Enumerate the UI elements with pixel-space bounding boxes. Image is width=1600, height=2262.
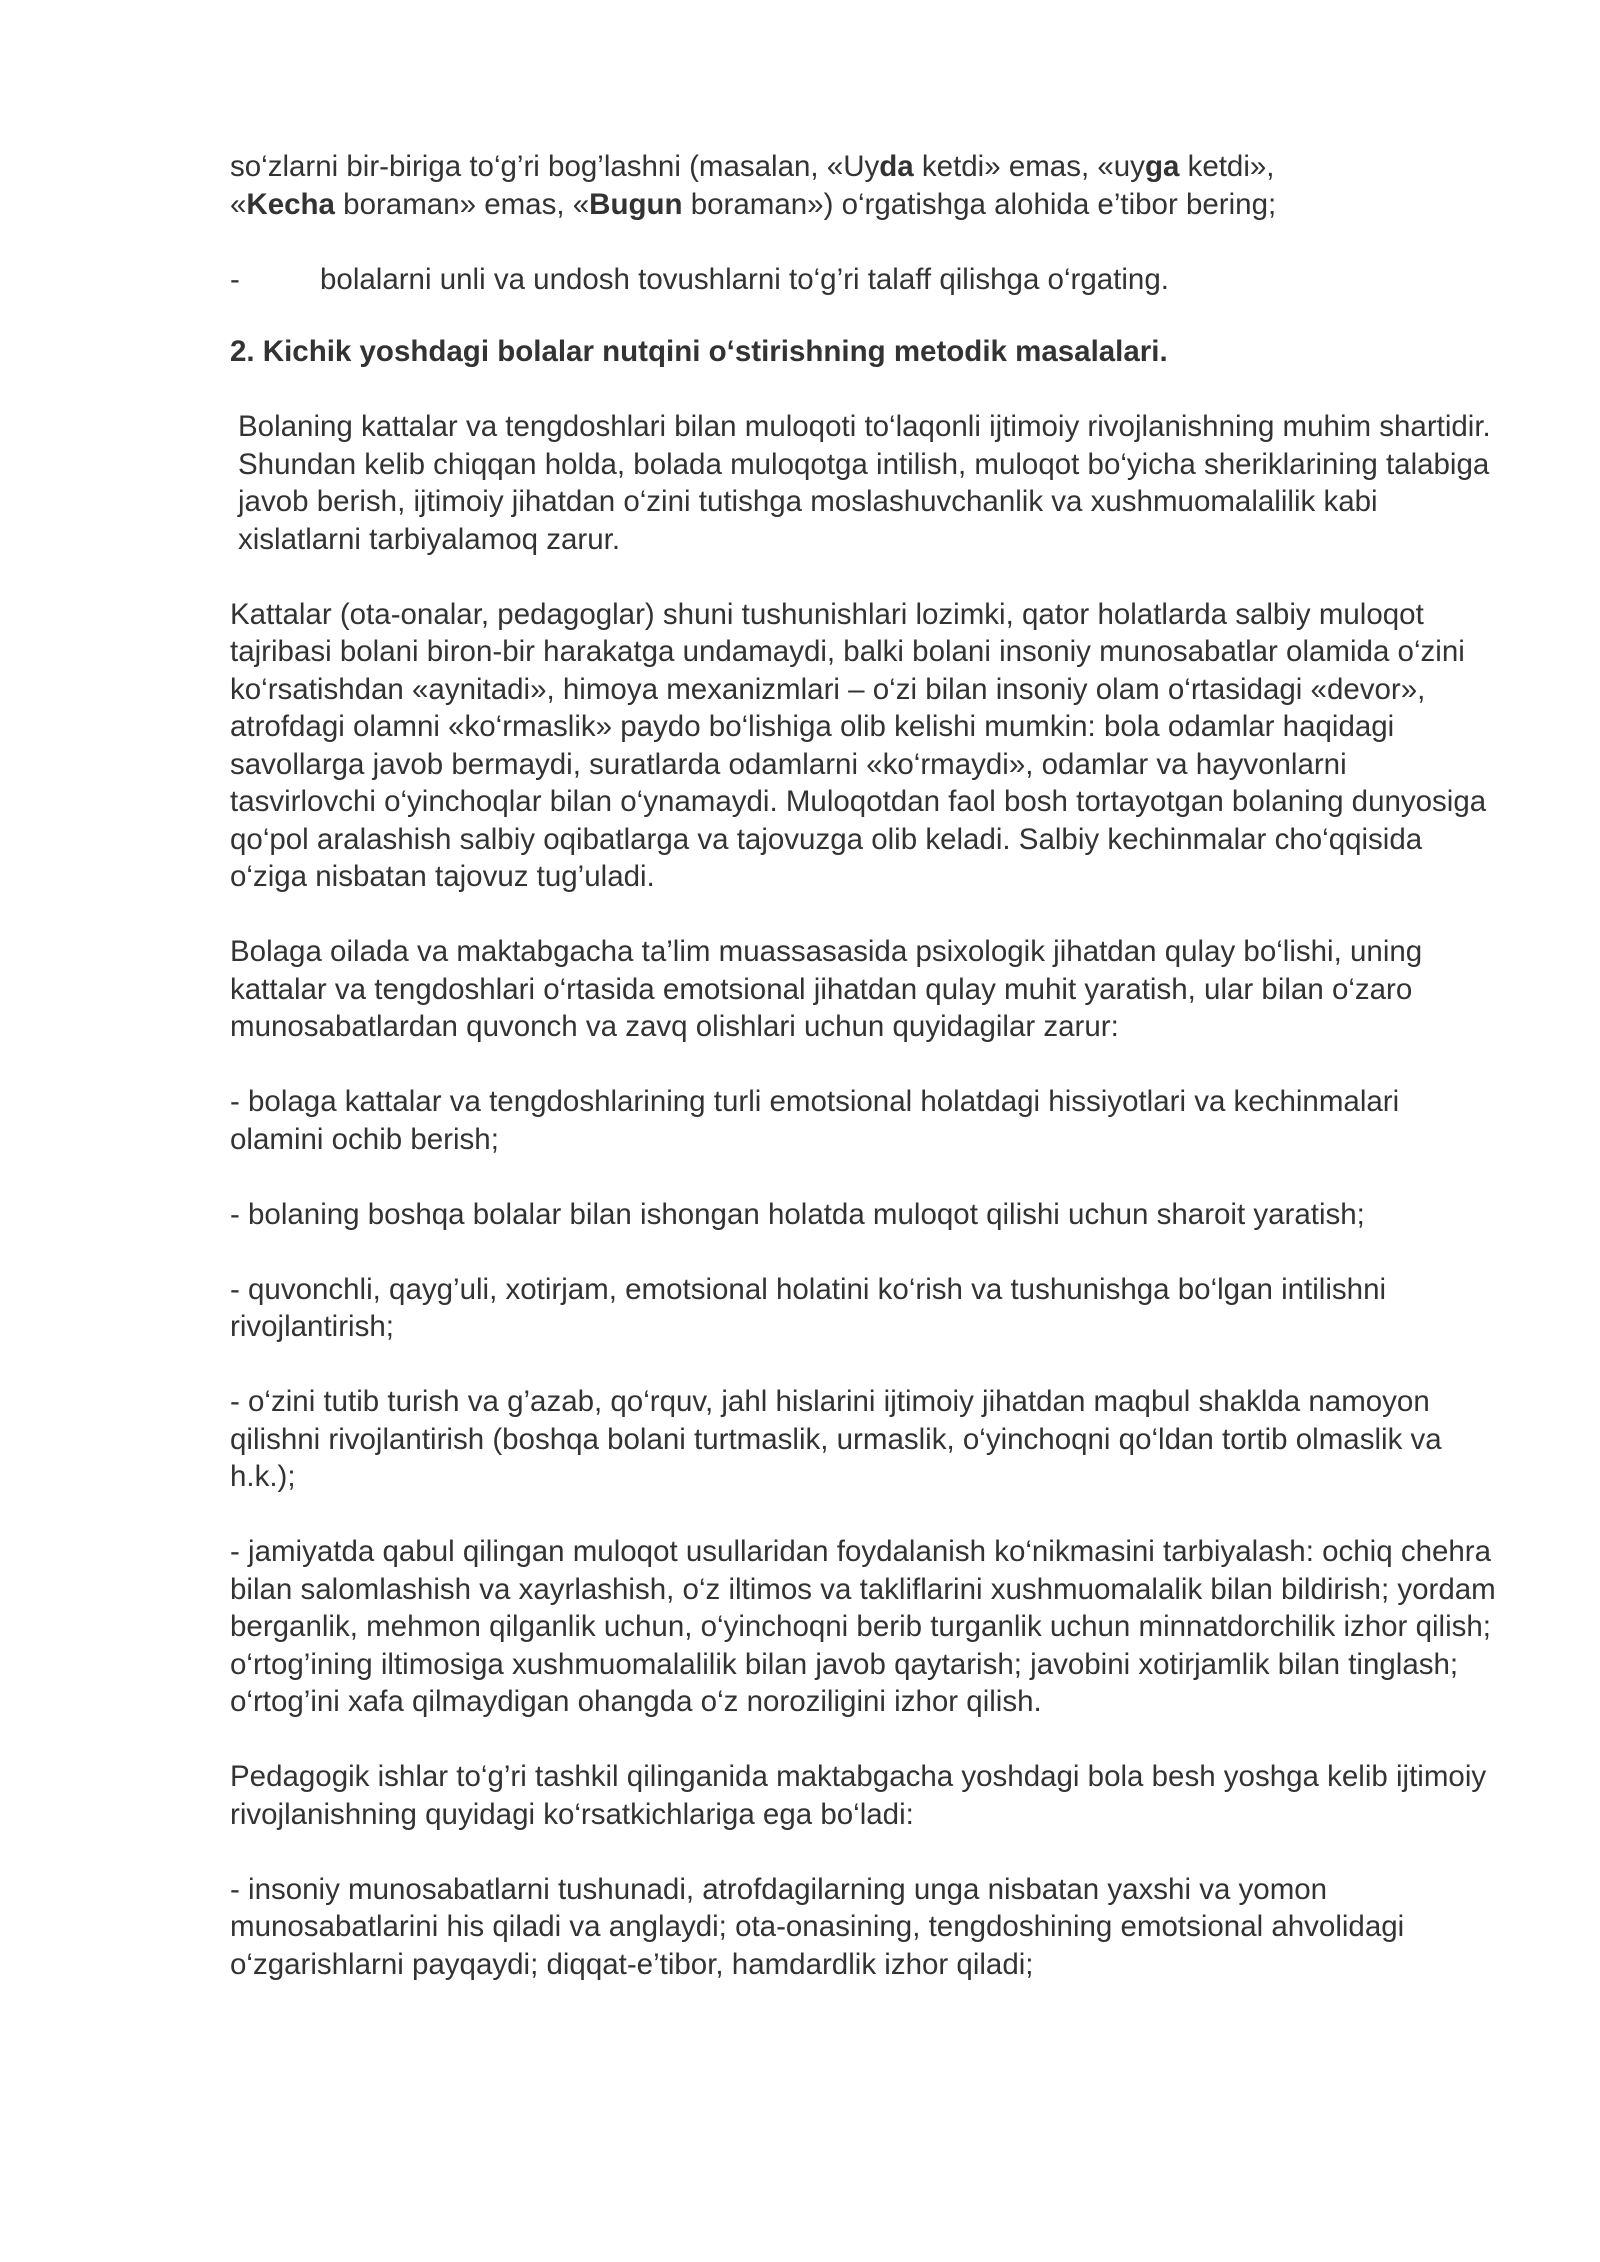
text-run: boraman» emas, « [334,187,590,221]
bullet-dash: - [230,262,240,296]
list-item: - insoniy munosabatlarni tushunadi, atrofdagilarning unga nisbatan yaxshi va yomon munosabatlarini his qiladi va anglaydi; ota-onasining, tengdoshining emotsional ahvolidagi o‘zgarishlarni payqaydi; diqqat-e’tibor, hamdardlik izhor qiladi; [230,1872,1405,1981]
text-run: ketdi», [1179,150,1275,183]
list-item: - quvonchli, qayg’uli, xotirjam, emotsional holatini ko‘rish va tushunishga bo‘lgan intilishni rivojlantirish; [230,1272,1387,1343]
bullet-item-pronunciation [230,261,1500,299]
section-heading: 2. Kichik yoshdagi bolalar nutqini o‘stirishning metodik masalalari. [230,335,1168,368]
paragraph-grammar-example [230,148,1500,223]
bold-run: Bugun [589,187,683,221]
paragraph-communication: Bolaning kattalar va tengdoshlari bilan muloqoti to‘laqonli ijtimoiy rivojlanishning muhim shartidir. Shundan kelib chiqqan holda, bolada muloqotga intilish, muloqot bo‘yicha sheriklarining talabiga javob berish, ijtimoiy jihatdan o‘zini tutishga moslashuvchanlik va xushmuomalalilik kabi xislatlarni tarbiyalamoq zarur. [238,410,1491,556]
bold-run: ga [1144,150,1180,183]
list-item: - o‘zini tutib turish va g’azab, qo‘rquv, jahl hislarini ijtimoiy jihatdan maqbul shaklda namoyon qilishni rivojlantirish (boshqa bolani turtmaslik, urmaslik, o‘yinchoqni qo‘ldan tortib olmaslik va h.k.); [230,1385,1442,1493]
text-run: so‘zlarni bir-biriga to‘g’ri bog’lashni (masalan, «Uy [230,150,880,183]
document-page [230,148,1500,1983]
text-run: « [230,187,247,221]
bold-run: Kecha [246,187,335,221]
paragraph-adults: Kattalar (ota-onalar, pedagoglar) shuni tushunishlari lozimki, qator holatlarda salbiy muloqot tajribasi bolani biron-bir harakatga undamaydi, balki bolani insoniy munosabatlar olamida o‘zini ko‘rsatishdan «aynitadi», himoya mexanizmlari – o‘zi bilan insoniy olam o‘rtasidagi «devor», atrofdagi olamni «ko‘rmaslik» paydo bo‘lishiga olib kelishi mumkin: bola odamlar haqidagi savollarga javob bermaydi, suratlarda odamlarni «ko‘rmaydi», odamlar va hayvonlarni tasvirlovchi o‘yinchoqlar bilan o‘ynamaydi. Muloqotdan faol bosh tortayotgan bolaning dunyosiga qo‘pol aralashish salbiy oqibatlarga va tajovuzga olib keladi. Salbiy kechinmalar cho‘qqisida o‘ziga nisbatan tajovuz tug’uladi. [230,597,1487,893]
text-run: ketdi» emas, «uy [913,150,1145,183]
list-item: - jamiyatda qabul qilingan muloqot usullaridan foydalanish ko‘nikmasini tarbiyalash: ochiq chehra bilan salomlashish va xayrlashish, o‘z iltimos va takliflarini xushmuomalalik bilan bildirish; yordam berganlik, mehmon qilganlik uchun, o‘yinchoqni berib turganlik uchun minnatdorchilik izhor qilish; o‘rtog’ining iltimosiga xushmuomalalilik bilan javob qaytarish; javobini xotirjamlik bilan tinglash; o‘rtog’ini xafa qilmaydigan ohangda o‘z noroziligini izhor qilish. [230,1535,1496,1718]
bold-run: da [879,150,914,183]
paragraph-indicators-intro: Pedagogik ishlar to‘g’ri tashkil qilinganida maktabgacha yoshdagi bola besh yoshga kelib ijtimoiy rivojlanishning quyidagi ko‘rsatkichlariga ega bo‘ladi: [230,1760,1487,1831]
list-item: - bolaga kattalar va tengdoshlarining turli emotsional holatdagi hissiyotlari va kechinmalari olamini ochib berish; [230,1085,1400,1156]
text-run: boraman») o‘rgatishga alohida e’tibor bering; [682,187,1277,221]
list-item: - bolaning boshqa bolalar bilan ishongan holatda muloqot qilishi uchun sharoit yaratish; [230,1197,1365,1231]
bullet-text: bolalarni unli va undosh tovushlarni to‘g’ri talaff qilishga o‘rgating. [320,262,1169,296]
paragraph-requirements-intro: Bolaga oilada va maktabgacha ta’lim muassasasida psixologik jihatdan qulay bo‘lishi, uning kattalar va tengdoshlari o‘rtasida emotsional jihatdan qulay muhit yaratish, ular bilan o‘zaro munosabatlardan quvonch va zavq olishlari uchun quyidagilar zarur: [230,935,1423,1043]
